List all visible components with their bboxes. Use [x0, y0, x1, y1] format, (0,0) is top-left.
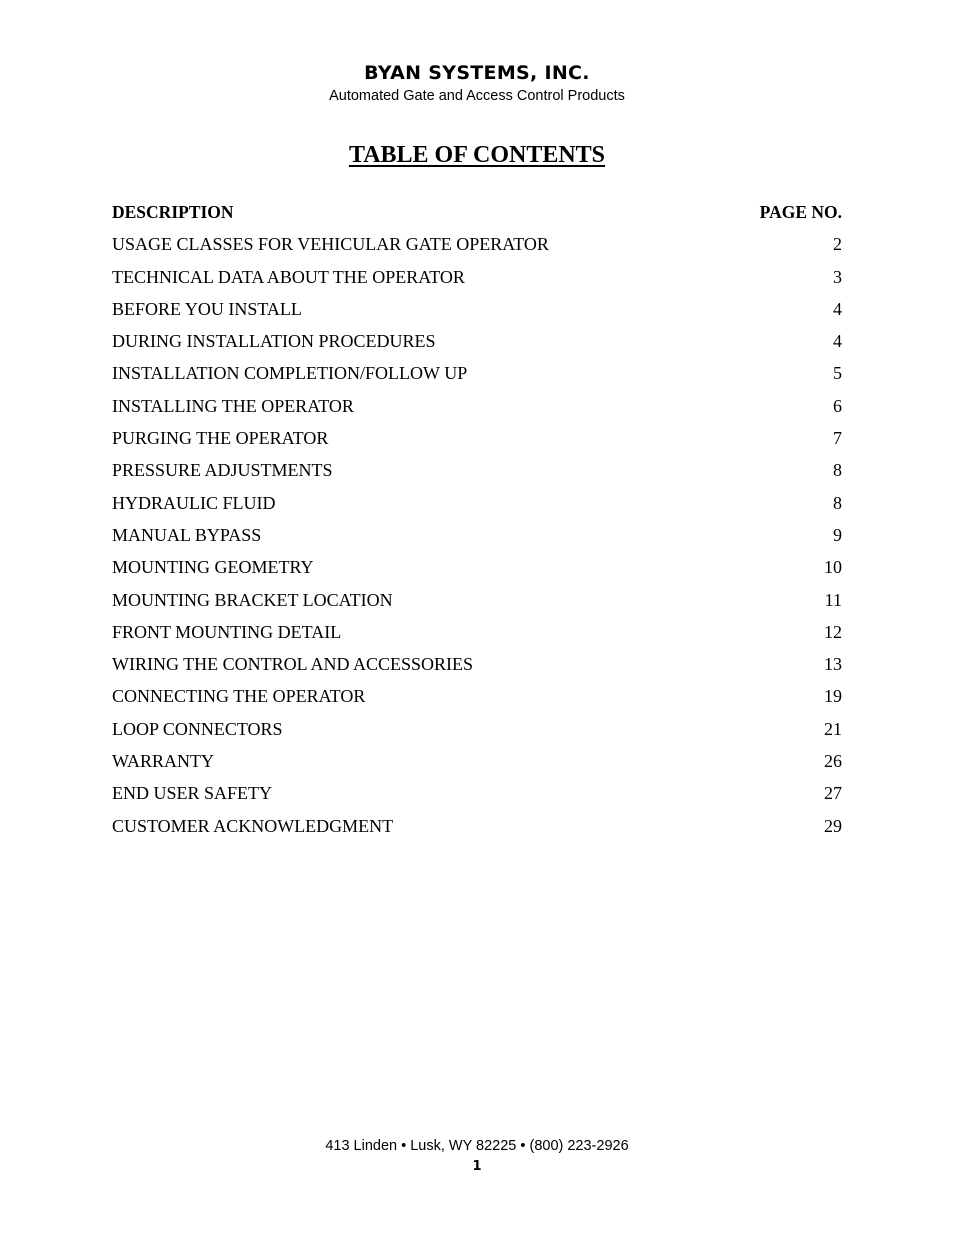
toc-entry-page: 10: [824, 557, 842, 578]
toc-entry-page: 6: [833, 395, 842, 416]
toc-entry-page: 9: [833, 524, 842, 545]
toc-entry-label: WARRANTY: [112, 751, 214, 772]
toc-header-row: [112, 196, 842, 228]
toc-entry: [112, 551, 842, 583]
toc-entry-page: 7: [833, 428, 842, 449]
toc-entry: [112, 745, 842, 777]
toc-entry: [112, 228, 842, 260]
toc-entry-page: 19: [824, 686, 842, 707]
toc-entry-label: END USER SAFETY: [112, 783, 273, 804]
toc-entry: [112, 810, 842, 842]
toc-entry-page: 13: [824, 654, 842, 675]
toc-entry-label: WIRING THE CONTROL AND ACCESSORIES: [112, 654, 474, 675]
toc-entry-label: MOUNTING BRACKET LOCATION: [112, 589, 393, 610]
toc-entry: [112, 680, 842, 712]
toc-entry-label: CUSTOMER ACKNOWLEDGMENT: [112, 815, 394, 836]
toc-entry-label: MANUAL BYPASS: [112, 524, 262, 545]
toc-entry-page: 12: [824, 621, 842, 642]
toc-entry-label: PURGING THE OPERATOR: [112, 428, 329, 449]
toc-entry-label: USAGE CLASSES FOR VEHICULAR GATE OPERATOR: [112, 234, 549, 255]
toc-entry: [112, 422, 842, 454]
toc-entry-label: CONNECTING THE OPERATOR: [112, 686, 366, 707]
toc-entry-page: 8: [833, 492, 842, 513]
toc-entry: [112, 777, 842, 809]
table-of-contents: [112, 196, 842, 842]
toc-entry: [112, 713, 842, 745]
toc-entry-label: LOOP CONNECTORS: [112, 718, 283, 739]
toc-entry-label: INSTALLATION COMPLETION/FOLLOW UP: [112, 363, 468, 384]
toc-entry: [112, 487, 842, 519]
toc-entry-page: 5: [833, 363, 842, 384]
toc-entry: [112, 648, 842, 680]
toc-entry-label: TECHNICAL DATA ABOUT THE OPERATOR: [112, 266, 465, 287]
toc-entry-label: BEFORE YOU INSTALL: [112, 298, 302, 319]
document-header: [0, 60, 954, 106]
toc-page-header: PAGE NO.: [759, 202, 842, 222]
toc-entry-page: 4: [833, 298, 842, 319]
document-footer: [0, 1136, 954, 1178]
toc-entry: [112, 357, 842, 389]
page-title: [0, 140, 954, 170]
toc-entry: [112, 584, 842, 616]
toc-entry-page: 29: [824, 815, 842, 836]
page-title-text: TABLE OF CONTENTS: [348, 142, 606, 168]
toc-entry: [112, 454, 842, 486]
toc-entry-page: 3: [833, 266, 842, 287]
toc-entry-page: 21: [824, 718, 842, 739]
toc-entry: [112, 261, 842, 293]
toc-entry-label: DURING INSTALLATION PROCEDURES: [112, 331, 436, 352]
toc-entry: [112, 519, 842, 551]
toc-entry-label: MOUNTING GEOMETRY: [112, 557, 314, 578]
toc-entry: [112, 325, 842, 357]
company-address: 413 Linden • Lusk, WY 82225 • (800) 223-2926: [325, 1138, 629, 1154]
toc-entry-label: HYDRAULIC FLUID: [112, 492, 276, 513]
toc-entry-page: 8: [833, 460, 842, 481]
toc-entry: [112, 616, 842, 648]
toc-entry-page: 26: [824, 751, 842, 772]
toc-entry-label: PRESSURE ADJUSTMENTS: [112, 460, 333, 481]
toc-entry-page: 27: [824, 783, 842, 804]
toc-entry-label: FRONT MOUNTING DETAIL: [112, 621, 342, 642]
company-tagline: Automated Gate and Access Control Products: [329, 88, 625, 104]
toc-entry: [112, 390, 842, 422]
company-name: BYAN SYSTEMS, INC.: [364, 62, 590, 84]
toc-entry: [112, 293, 842, 325]
toc-entry-page: 2: [833, 234, 842, 255]
toc-entry-page: 4: [833, 331, 842, 352]
toc-description-header: DESCRIPTION: [112, 202, 234, 222]
toc-entry-label: INSTALLING THE OPERATOR: [112, 395, 354, 416]
toc-entry-page: 11: [824, 589, 842, 610]
page-number: 1: [472, 1159, 482, 1174]
